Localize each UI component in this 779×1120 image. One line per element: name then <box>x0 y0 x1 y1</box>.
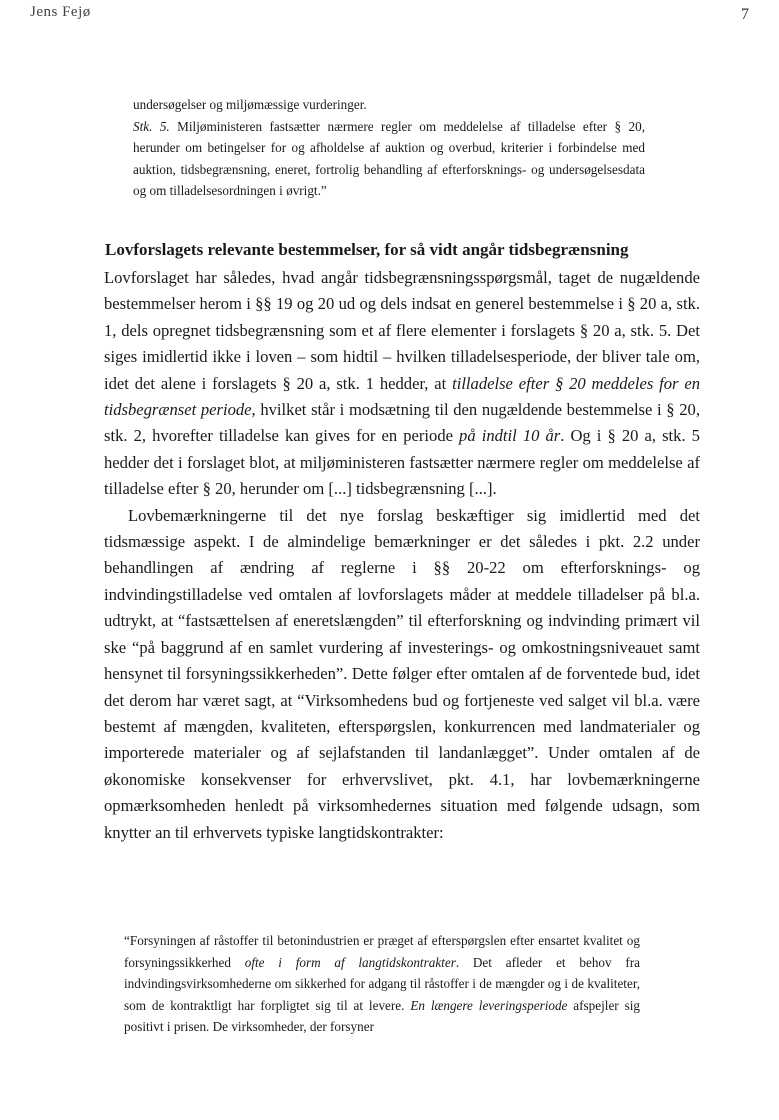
quote-paragraph <box>124 930 640 1038</box>
quote-part-a: “Forsyningen af råstoffer til betonindustrien er præget af efterspørgslen efter ensartet kvalitet og forsyningssikkerhed <box>124 933 640 970</box>
paragraph-1-part-a: Lovforslaget har således, hvad angår tidsbegrænsningsspørgsmål, taget de nugældende bestemmelser herom i §§ 19 og 20 ud og dels indsat en generel bestemmelse i § 20 a, stk. 1, dels opregnet tidsbegrænsning som et af flere elementer i forslagets § 20 a, stk. 5. Det siges imidlertid ikke i loven – som hidtil – hvilken tilladelsesperiode, der bliver tale om, idet det alene i forslagets § 20 a, stk. 1 hedder, at <box>104 268 700 393</box>
page-number: 7 <box>741 6 749 23</box>
block-quote-top <box>133 94 645 202</box>
paragraph-1-emphasis-2: på indtil 10 år <box>459 426 561 446</box>
quote-part-c: afspejler sig positivt i prisen. De virksomheder, der forsyner <box>124 997 640 1035</box>
body-text <box>104 265 700 846</box>
quote-paragraph <box>133 116 645 202</box>
quote-emphasis-1: ofte i form af langtidskontrakter <box>244 954 456 970</box>
stk-label: Stk. 5. <box>133 118 170 134</box>
block-quote-bottom <box>124 930 640 1038</box>
paragraph-1 <box>104 265 700 503</box>
paragraph-2: Lovbemærkningerne til det nye forslag beskæftiger sig imidlertid med det tidsmæssige aspekt. I de almindelige bemærkninger er det således i pkt. 2.2 under behandlingen af ændring af reglerne i §§ 20-22 om efterforsknings- og indvindingstilladelse ved omtalen af lovforslagets måder at meddele tilladelser på bl.a. udtrykt, at “fastsættelsen af eneretslængden” til efterforskning og indvinding primært vil ske “på baggrund af en samlet vurdering af investerings- og omkostningsniveauet samt hensynet til forsyningssikkerheden”. Dette følger efter omtalen af de forventede bud, idet det derom har været sagt, at “Virksomhedens bud og fortjeneste ved salget vil bl.a. være bestemt af mængden, kvaliteten, efterspørgslen, konkurrencen med landmaterialer og importerede materialer og af sejlafstanden til landanlægget”. Under omtalen af de økonomiske konsekvenser for erhvervslivet, pkt. 4.1, har lovbemærkningerne opmærksomheden henledt på virksomhedernes situation med følgende udsagn, som knytter an til erhvervets typiske langtidskontrakter: <box>104 505 700 842</box>
quote-emphasis-2: En længere leveringsperiode <box>410 997 568 1013</box>
running-head-author: Jens Fejø <box>30 4 91 20</box>
paragraph-1-part-b: , hvilket står i modsætning til den nugældende bestemmelse i § 20, stk. 2, hvorefter tilladelse kan gives for en periode <box>104 400 700 446</box>
quote-line: undersøgelser og miljømæssige vurderinger. <box>133 97 367 112</box>
quote-part-b: . Det afleder et behov fra indvindingsvirksomhederne om sikkerhed for adgang til råstoffer i de mængder og i de kvaliteter, som de kontraktligt har forpligtet sig til at levere. <box>124 954 640 1013</box>
paragraph-1-part-c: . Og i § 20 a, stk. 5 hedder det i forslaget blot, at miljøministeren fastsætter nærmere regler om meddelelse af tilladelse efter § 20, herunder om [...] tidsbegrænsning [...]. <box>104 426 700 499</box>
section-heading: Lovforslagets relevante bestemmelser, for så vidt angår tidsbegrænsning <box>105 240 629 259</box>
paragraph-1-emphasis-1: tilladelse efter § 20 meddeles for en tidsbegrænset periode <box>104 373 700 420</box>
stk-text: Miljøministeren fastsætter nærmere regler om meddelelse af tilladelse efter § 20, herunder om betingelser for og afholdelse af auktion og overbud, kriterier i forbindelse med auktion, tidsbegrænsning, eneret, fortrolig behandling af efterforsknings- og undersøgelsesdata og om tilladelsesordningen i øvrigt.” <box>133 118 645 199</box>
